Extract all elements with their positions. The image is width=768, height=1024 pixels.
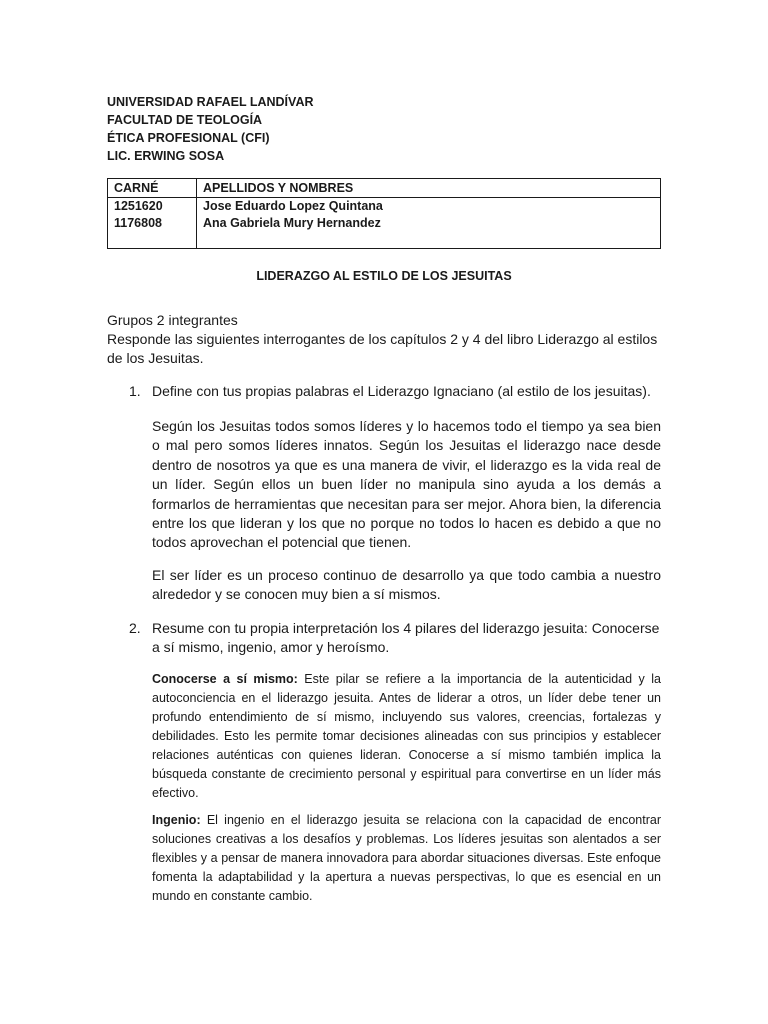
university-name: UNIVERSIDAD RAFAEL LANDÍVAR (107, 95, 314, 109)
table-row (108, 198, 661, 249)
pillar-text: El ingenio en el liderazgo jesuita se relaciona con la capacidad de encontrar soluciones creativas a los desafíos y problemas. Los líderes jesuitas son alentados a ser flexibles y a pensar de manera innovadora para abordar situaciones diversas. Este enfoque fomenta la adaptabilidad y la apertura a nuevas perspectivas, lo que es esencial en un mundo en constante cambio. (152, 813, 661, 903)
answer-1-paragraph-1: Según los Jesuitas todos somos líderes y lo hacemos todo el tiempo ya sea bien o mal pero somos líderes innatos. Según los Jesuitas el liderazgo nace desde dentro de nosotros ya que es una manera de vivir, el liderazgo es la vida real de un líder. Según ellos un buen líder no manipula sino ayuda a los demás a formarlos de herramientas que necesitan para ser mejor. Ahora bien, la diferencia entre los que lideran y los que no porque no todos lo hacen es debido a que no todos aprovechan el potencial que tienen. (152, 418, 661, 551)
answer-1-paragraph-2: El ser líder es un proceso continuo de desarrollo ya que todo cambia a nuestro alrededor y se conocen muy bien a sí mismos. (152, 567, 661, 603)
pillar-label: Ingenio: (152, 813, 201, 827)
group-size-text: Grupos 2 integrantes (107, 312, 238, 328)
pillar-ingenuity (152, 811, 661, 906)
question-text: Resume con tu propia interpretación los 4 pilares del liderazgo jesuita: Conocerse a sí mismo, ingenio, amor y heroísmo. (152, 620, 660, 656)
student-name: Jose Eduardo Lopez Quintana (203, 199, 383, 213)
question-text: Define con tus propias palabras el Liderazgo Ignaciano (al estilo de los jesuitas). (152, 383, 651, 399)
document-header (107, 93, 314, 165)
student-table (107, 178, 661, 249)
intro-block (107, 311, 661, 368)
question-number: 2. (129, 620, 141, 636)
table-header-row (108, 179, 661, 198)
student-names-cell (197, 198, 661, 249)
professor-name: LIC. ERWING SOSA (107, 149, 225, 163)
student-id: 1176808 (114, 216, 162, 230)
pillar-text: Este pilar se refiere a la importancia de la autenticidad y la autoconciencia en el liderazgo jesuita. Antes de liderar a otros, un líder debe tener un profundo entendimiento de sí mismo, incluyendo sus valores, creencias, fortalezas y debilidades. Esto les permite tomar decisiones alineadas con sus principios y establecer relaciones auténticas con quienes lideran. Conocerse a sí mismo también implica la búsqueda constante de crecimiento personal y espiritual para convertirse en un líder más efectivo. (152, 672, 661, 800)
course-name: ÉTICA PROFESIONAL (CFI) (107, 131, 270, 145)
pillar-label: Conocerse a sí mismo: (152, 672, 298, 686)
document-title: LIDERAZGO AL ESTILO DE LOS JESUITAS (256, 269, 512, 283)
question-1 (107, 382, 661, 401)
instruction-text: Responde las siguientes interrogantes de los capítulos 2 y 4 del libro Liderazgo al estilos de los Jesuitas. (107, 331, 658, 366)
student-id: 1251620 (114, 199, 163, 213)
student-name: Ana Gabriela Mury Hernandez (203, 216, 381, 230)
faculty-name: FACULTAD DE TEOLOGÍA (107, 113, 263, 127)
column-header-name: APELLIDOS Y NOMBRES (197, 179, 661, 198)
question-number: 1. (129, 383, 141, 399)
student-ids-cell (108, 198, 197, 249)
column-header-id: CARNÉ (108, 179, 197, 198)
pillar-self-knowledge (152, 670, 661, 803)
question-2 (107, 619, 661, 658)
